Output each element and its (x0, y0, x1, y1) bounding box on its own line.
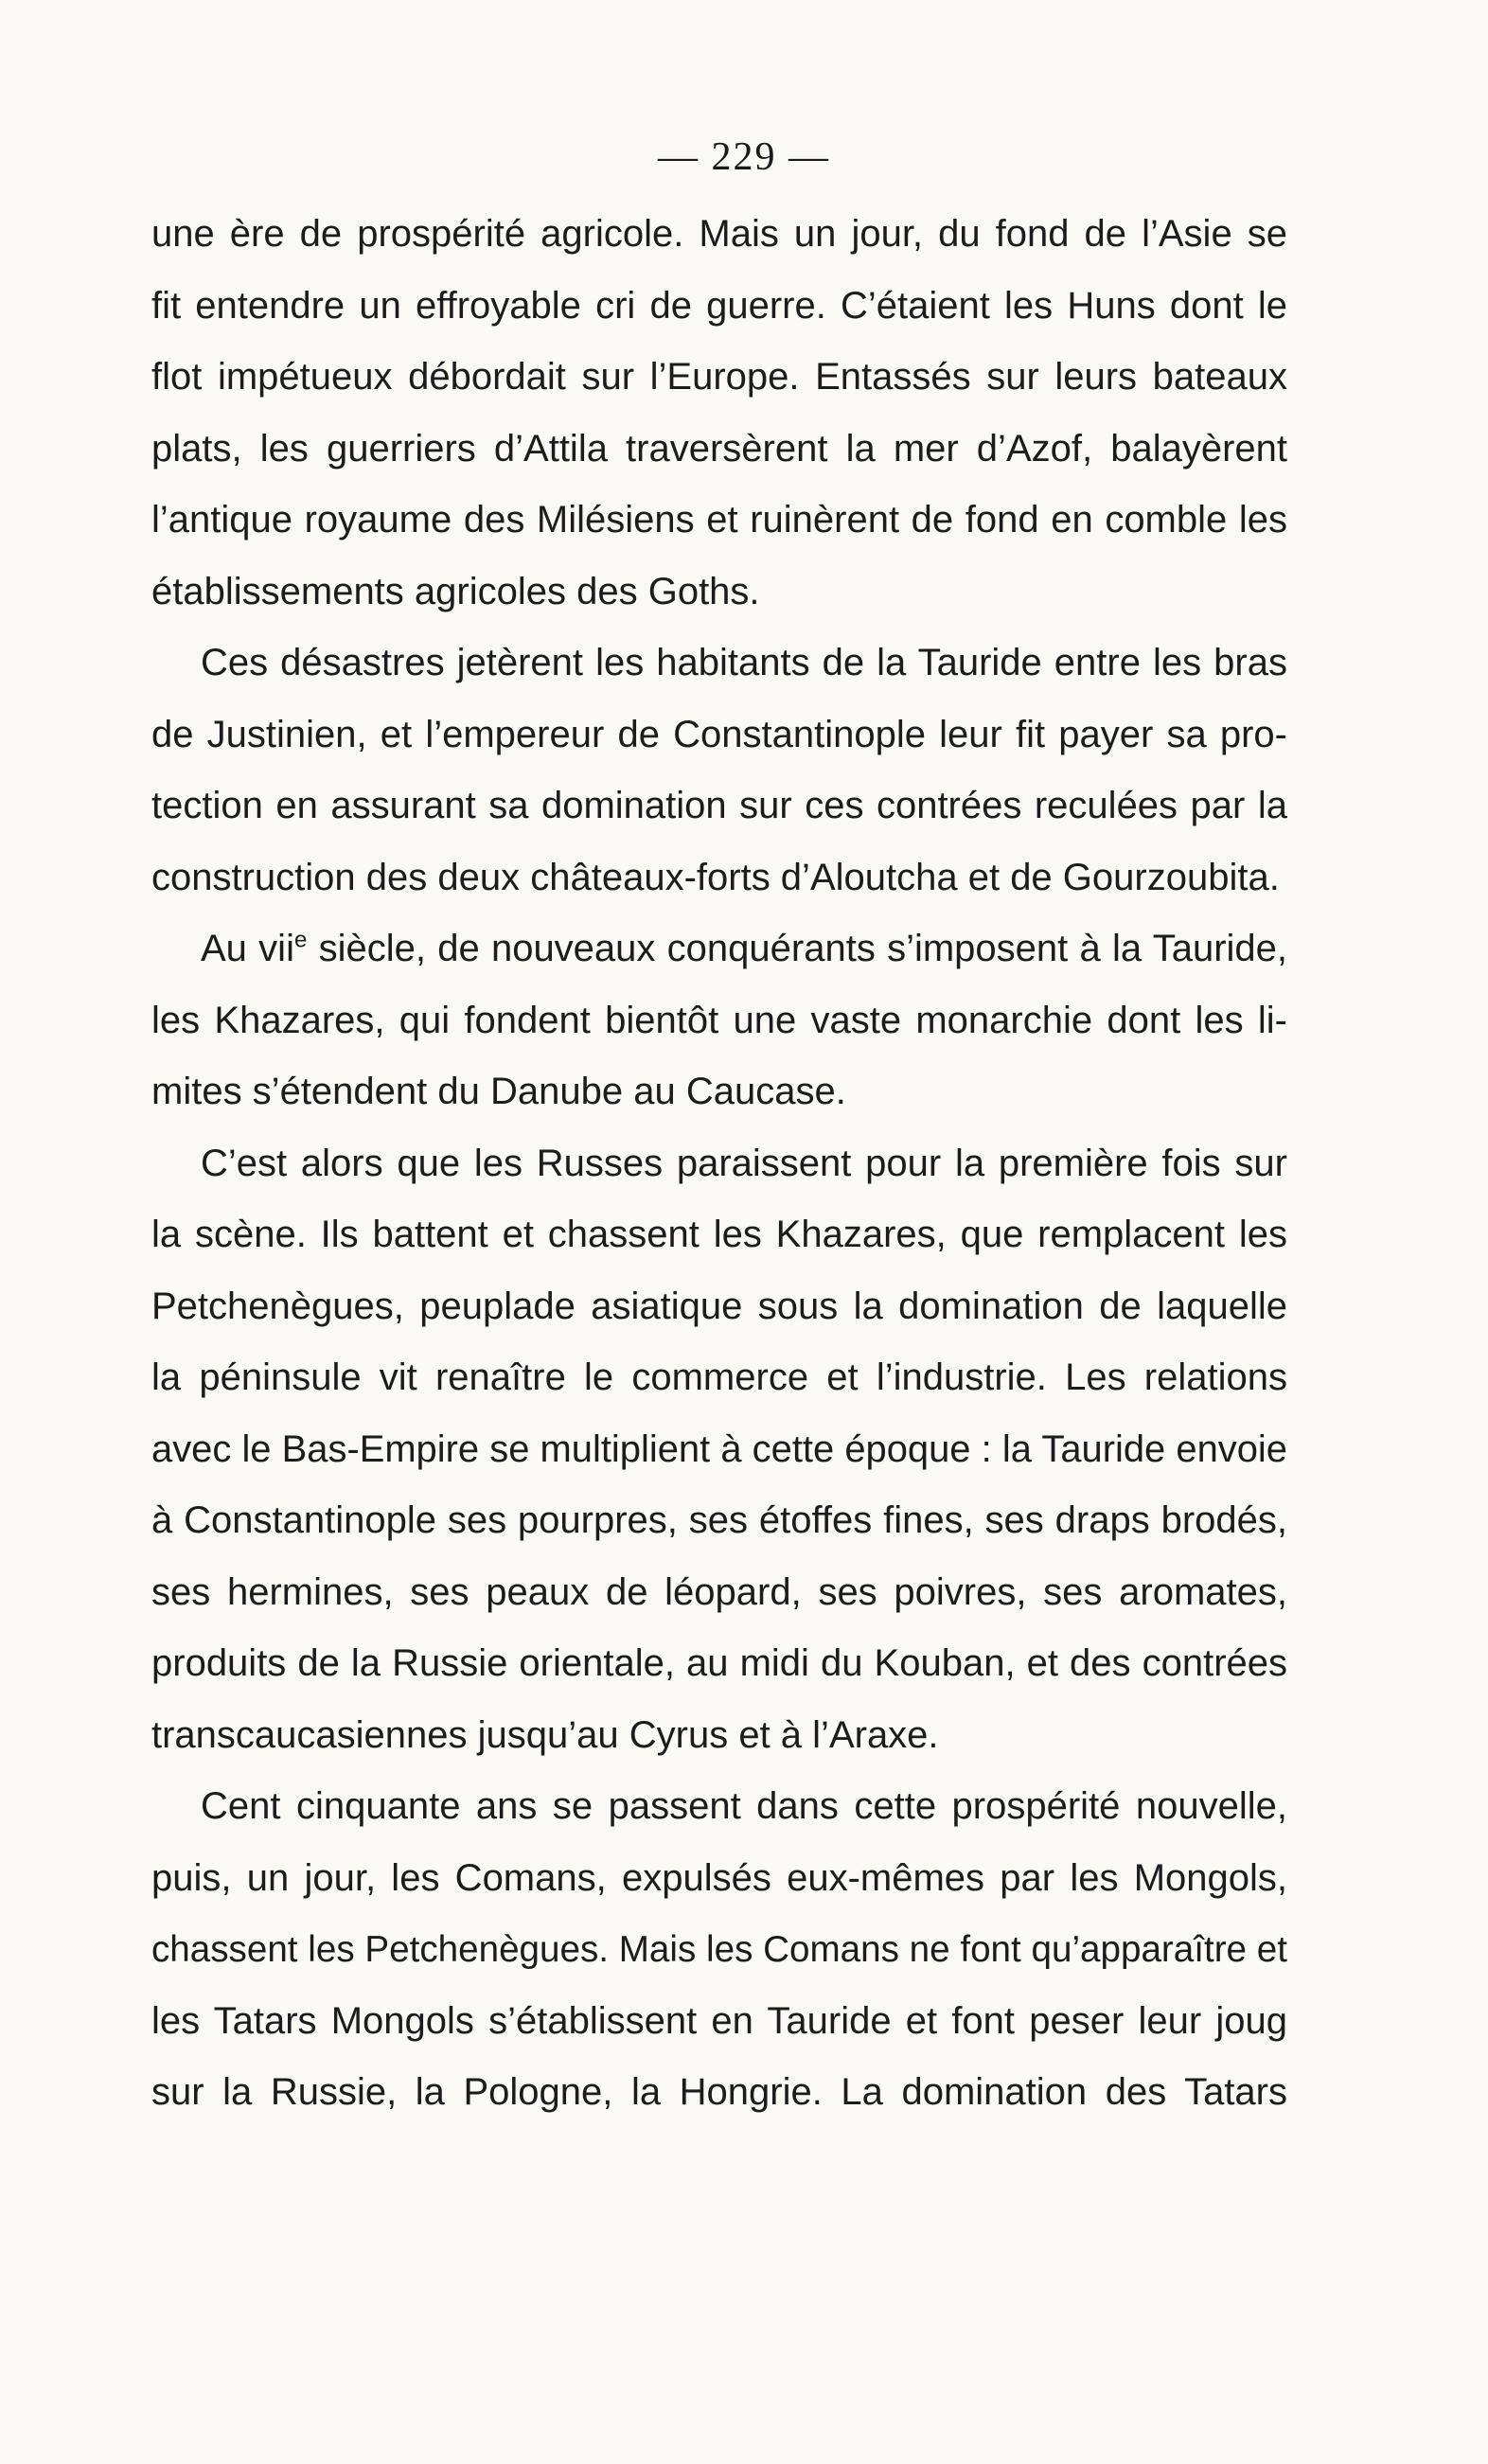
page-number: — 229 — (658, 135, 830, 179)
century-numeral: Au vii (201, 928, 294, 969)
text-line-with-superscript (151, 913, 1287, 985)
text-line: établissements agricoles des Goths. (151, 570, 760, 612)
text-line: Cent cinquante ans se passent dans cette prospérité nouvelle, (201, 1785, 1287, 1827)
text-line: de Justinien, et l’empereur de Constantinople leur fit payer sa pro- (151, 713, 1287, 755)
text-line: les Khazares, qui fondent bientôt une vaste monarchie dont les li- (151, 999, 1287, 1041)
text-line: plats, les guerriers d’Attila traversèrent la mer d’Azof, balayèrent (151, 427, 1287, 470)
body-text (151, 199, 1287, 2129)
text-line: à Constantinople ses pourpres, ses étoffes fines, ses draps brodés, (151, 1499, 1287, 1541)
line-continuation: siècle, de nouveaux conquérants s’imposent à la Tauride, (307, 928, 1287, 969)
text-line: puis, un jour, les Comans, expulsés eux-mêmes par les Mongols, (151, 1856, 1287, 1899)
text-line: Ces désastres jetèrent les habitants de la Tauride entre les bras (201, 642, 1287, 683)
text-line: avec le Bas-Empire se multiplient à cette époque : la Tauride envoie (151, 1427, 1287, 1470)
text-line: la scène. Ils battent et chassent les Khazares, que remplacent les (151, 1214, 1287, 1255)
text-line: chassent les Petchenègues. Mais les Comans ne font qu’apparaître et (151, 1929, 1287, 1970)
superscript-e: e (293, 927, 308, 953)
text-line: ses hermines, ses peaux de léopard, ses poivres, ses aromates, (151, 1570, 1287, 1613)
text-line: tection en assurant sa domination sur ces contrées reculées par la (151, 785, 1287, 826)
text-line: mites s’étendent du Danube au Caucase. (151, 1071, 846, 1112)
text-line: produits de la Russie orientale, au midi du Kouban, et des contrées (151, 1642, 1287, 1684)
text-line: l’antique royaume des Milésiens et ruinèrent de fond en comble les (151, 499, 1287, 541)
text-line: la péninsule vit renaître le commerce et l’industrie. Les relations (151, 1356, 1287, 1398)
text-line: Petchenègues, peuplade asiatique sous la domination de laquelle (151, 1285, 1287, 1327)
text-line: fit entendre un effroyable cri de guerre. C’étaient les Huns dont le (151, 284, 1287, 327)
text-line: les Tatars Mongols s’établissent en Tauride et font peser leur joug (151, 1999, 1287, 2042)
text-line: flot impétueux débordait sur l’Europe. Entassés sur leurs bateaux (151, 356, 1287, 398)
text-line: une ère de prospérité agricole. Mais un jour, du fond de l’Asie se (151, 213, 1287, 255)
text-line: sur la Russie, la Pologne, la Hongrie. La domination des Tatars (151, 2071, 1287, 2113)
text-line: construction des deux châteaux-forts d’Aloutcha et de Gourzoubita. (151, 856, 1280, 898)
text-line: C’est alors que les Russes paraissent pour la première fois sur (201, 1142, 1287, 1184)
text-line: transcaucasiennes jusqu’au Cyrus et à l’Araxe. (151, 1713, 939, 1756)
